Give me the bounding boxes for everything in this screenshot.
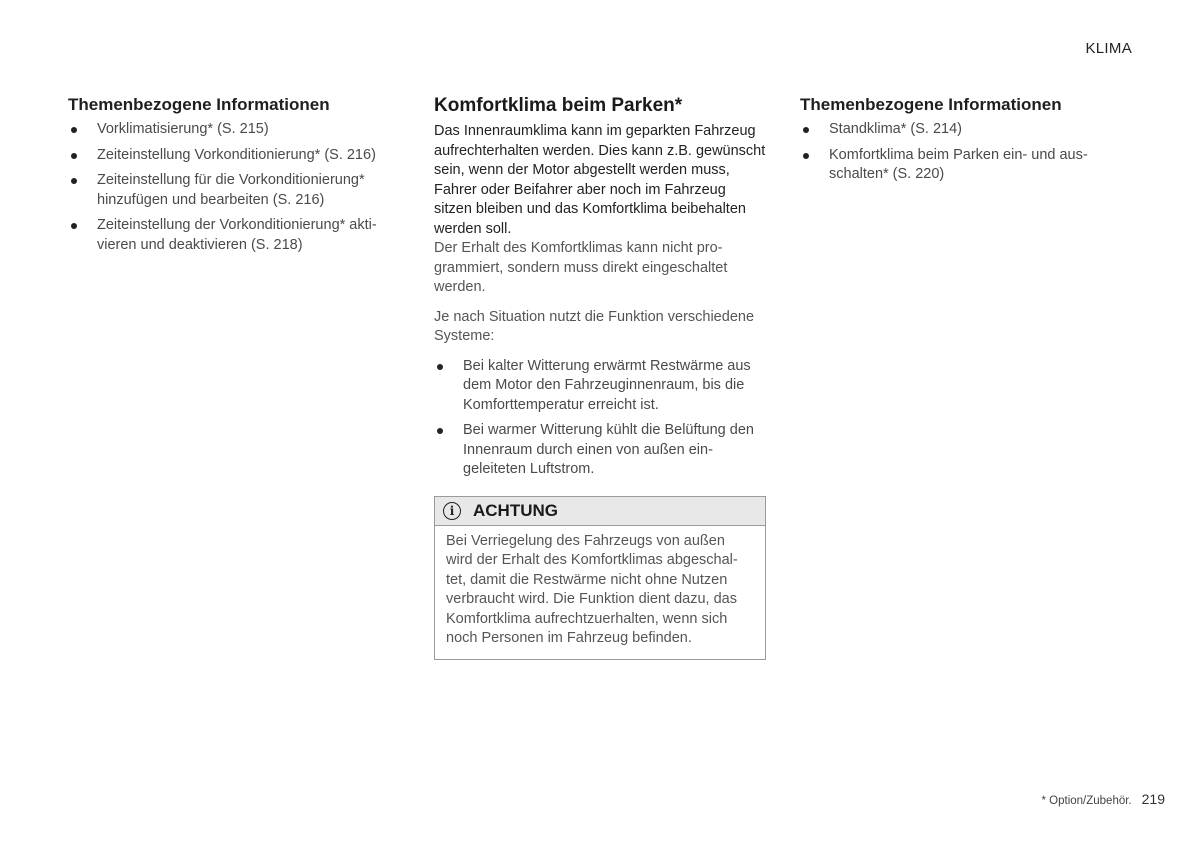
related-link-timer[interactable]: Zeiteinstellung Vorkonditionierung* (S. 216) bbox=[68, 146, 398, 166]
related-link-preconditioning[interactable]: Vorklimatisierung* (S. 215) bbox=[68, 120, 398, 140]
list-item: Bei warmer Witterung kühlt die Belüftung den Innenraum durch einen von außen eingeleiteten Luftstrom. bbox=[434, 421, 766, 480]
article-lead: Das Innenraumklima kann im geparkten Fahrzeug aufrechterhalten werden. Dies kann z.B. gewünscht sein, wenn der Motor abgestellt werden muss, Fahrer oder Beifahrer aber noch im Fahrzeug sitzen bleiben und das Komfortklima beibehalten werden soll. bbox=[434, 123, 766, 237]
list-item: Bei kalter Witterung erwärmt Restwärme aus dem Motor den Fahrzeuginnenraum, bis die Komforttemperatur erreicht ist. bbox=[434, 357, 766, 416]
section-label: KLIMA bbox=[1085, 40, 1132, 57]
article-title: Komfortklima beim Parken* bbox=[434, 95, 683, 116]
page-number: 219 bbox=[1141, 791, 1165, 807]
related-info-list bbox=[68, 120, 398, 255]
page-footer bbox=[1041, 791, 1165, 807]
notice-header bbox=[435, 497, 765, 526]
related-link-timer-activate[interactable]: Zeiteinstellung der Vorkonditionierung* aktivieren und deaktivieren (S. 218) bbox=[68, 216, 398, 255]
footnote: * Option/Zubehör. bbox=[1041, 795, 1132, 807]
related-link-comfort-on-off[interactable]: Komfortklima beim Parken ein- und ausschalten* (S. 220) bbox=[800, 146, 1110, 185]
related-info-title: Themenbezogene Informationen bbox=[800, 95, 1062, 114]
notice-body: Bei Verriegelung des Fahrzeugs von außen wird der Erhalt des Komfortklimas abgeschaltet, damit die Restwärme nicht ohne Nutzen verbraucht wird. Die Funktion dient dazu, das Komfortklima aufrechtzuerhalten, wenn sich noch Personen im Fahrzeug befinden. bbox=[446, 532, 738, 646]
notice-box bbox=[434, 496, 766, 660]
info-icon: i bbox=[443, 502, 461, 520]
related-info-right bbox=[800, 94, 1110, 191]
related-info-title: Themenbezogene Informationen bbox=[68, 95, 330, 114]
article-paragraph: Der Erhalt des Komfortklimas kann nicht programmiert, sondern muss direkt eingeschaltet werden. bbox=[434, 240, 728, 295]
main-article bbox=[434, 94, 766, 660]
related-info-list bbox=[800, 120, 1110, 185]
systems-list bbox=[434, 357, 766, 480]
related-link-parking-climate[interactable]: Standklima* (S. 214) bbox=[800, 120, 1110, 140]
related-link-timer-add-edit[interactable]: Zeiteinstellung für die Vorkonditionierung* hinzufügen und bearbeiten (S. 216) bbox=[68, 171, 398, 210]
article-paragraph: Je nach Situation nutzt die Funktion verschiedene Systeme: bbox=[434, 308, 755, 344]
notice-title: ACHTUNG bbox=[473, 500, 558, 520]
related-info-left bbox=[68, 94, 398, 261]
